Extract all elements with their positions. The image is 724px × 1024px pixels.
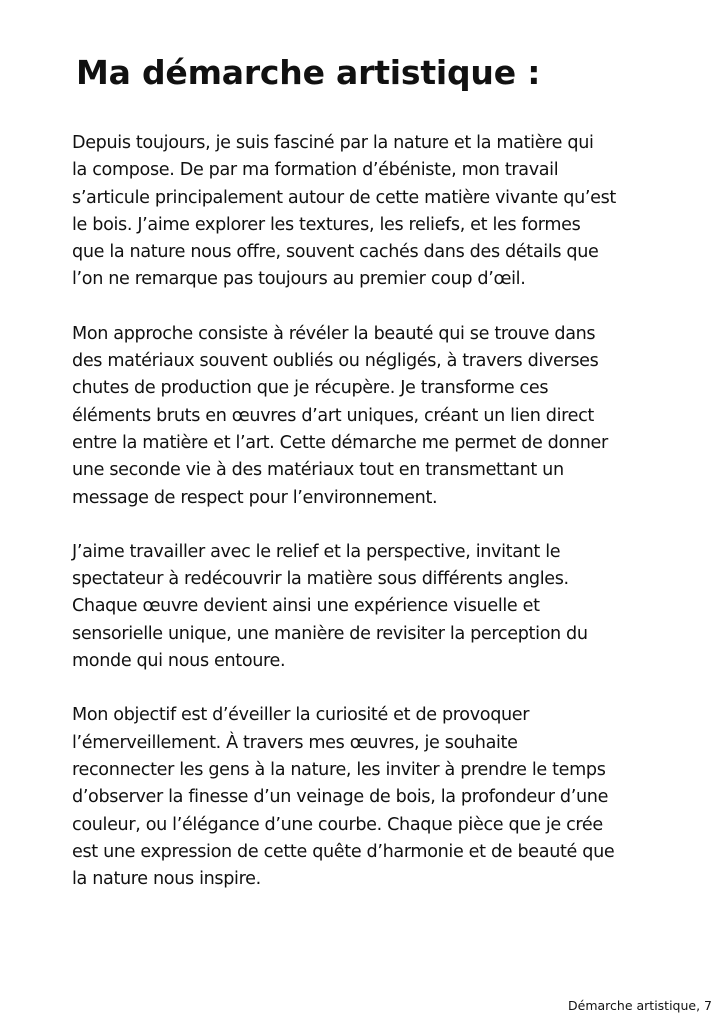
paragraph-line: Chaque œuvre devient ainsi une expérience visuelle et	[72, 596, 540, 617]
paragraph-line: message de respect pour l’environnement.	[72, 487, 438, 508]
page-title: Ma démarche artistique :	[76, 53, 541, 92]
paragraph-line: l’émerveillement. À travers mes œuvres, je souhaite	[72, 732, 518, 753]
paragraph-line: couleur, ou l’élégance d’une courbe. Chaque pièce que je crée	[72, 814, 603, 835]
paragraph-line: la compose. De par ma formation d’ébéniste, mon travail	[72, 160, 559, 181]
paragraph-line: chutes de production que je récupère. Je transforme ces	[72, 378, 549, 399]
paragraph-line: J’aime travailler avec le relief et la perspective, invitant le	[72, 541, 561, 562]
paragraph-line: que la nature nous offre, souvent cachés dans des détails que	[72, 242, 599, 263]
paragraph-line: spectateur à redécouvrir la matière sous différents angles.	[72, 569, 569, 590]
paragraph-line: Depuis toujours, je suis fasciné par la nature et la matière qui	[72, 133, 594, 153]
paragraph-line: est une expression de cette quête d’harmonie et de beauté que	[72, 841, 615, 862]
paragraph-1	[72, 130, 672, 294]
paragraph-line: le bois. J’aime explorer les textures, les reliefs, et les formes	[72, 214, 581, 235]
body-text	[72, 130, 672, 920]
paragraph-line: une seconde vie à des matériaux tout en transmettant un	[72, 460, 564, 481]
paragraph-line: entre la matière et l’art. Cette démarche me permet de donner	[72, 432, 608, 453]
paragraph-line: sensorielle unique, une manière de revisiter la perception du	[72, 623, 588, 644]
paragraph-line: d’observer la finesse d’un veinage de bois, la profondeur d’une	[72, 787, 609, 808]
paragraph-line: l’on ne remarque pas toujours au premier coup d’œil.	[72, 269, 526, 290]
paragraph-line: Mon objectif est d’éveiller la curiosité et de provoquer	[72, 705, 530, 726]
paragraph-4	[72, 702, 672, 893]
paragraph-line: Mon approche consiste à révéler la beauté qui se trouve dans	[72, 323, 596, 344]
paragraph-line: monde qui nous entoure.	[72, 651, 286, 672]
paragraph-3	[72, 539, 672, 675]
paragraph-line: s’articule principalement autour de cette matière vivante qu’est	[72, 187, 616, 208]
paragraph-2	[72, 321, 672, 512]
page-footer: Démarche artistique, 7	[568, 998, 712, 1013]
paragraph-line: éléments bruts en œuvres d’art uniques, créant un lien direct	[72, 405, 594, 426]
paragraph-line: la nature nous inspire.	[72, 869, 261, 890]
paragraph-line: reconnecter les gens à la nature, les inviter à prendre le temps	[72, 759, 606, 780]
paragraph-line: des matériaux souvent oubliés ou négligés, à travers diverses	[72, 351, 599, 372]
